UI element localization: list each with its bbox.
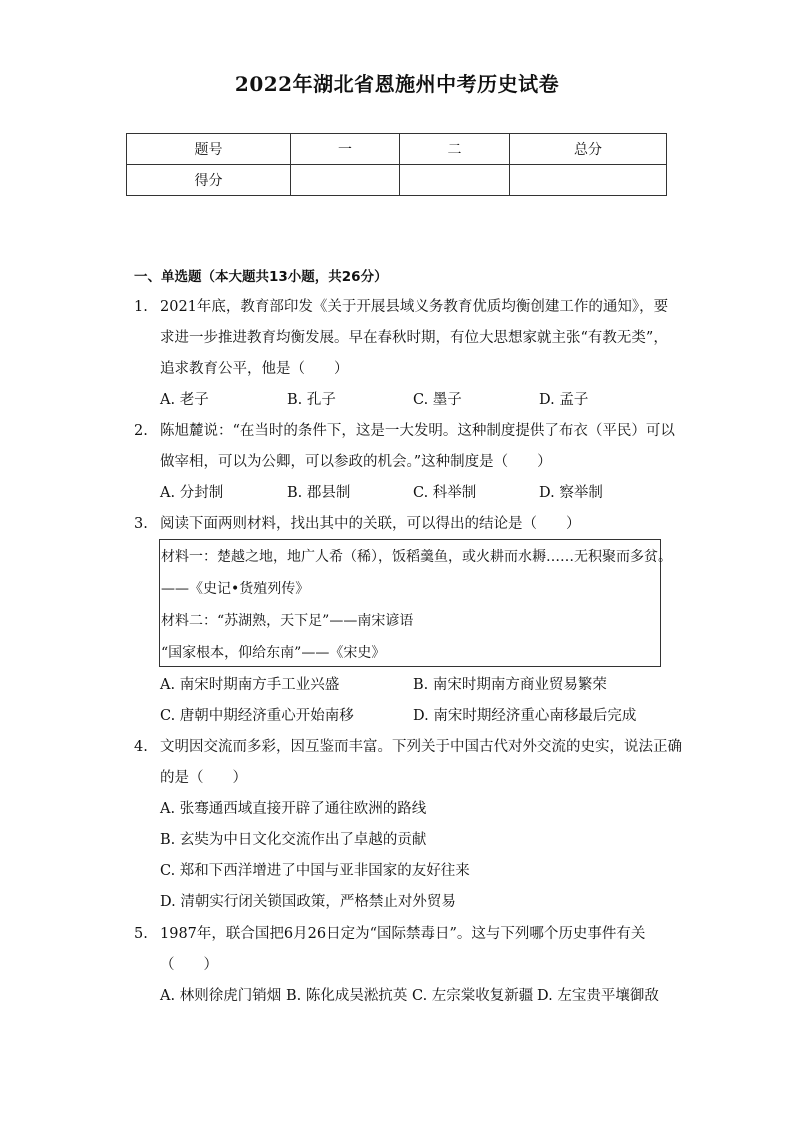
- table-row: [127, 134, 667, 165]
- question-text: 阅读下面两则材料，找出其中的关联，可以得出的结论是（ ）: [160, 516, 581, 532]
- question-number: 2.: [134, 423, 148, 439]
- option-b[interactable]: B. 陈化成吴淞抗英: [286, 988, 408, 1004]
- question-text: 1987年，联合国把6月26日定为“国际禁毒日”。这与下列哪个历史事件有关: [160, 926, 646, 942]
- option-a[interactable]: A. 分封制: [160, 485, 224, 501]
- option-d[interactable]: D. 左宝贵平壤御敌: [537, 988, 659, 1004]
- question-number: 5.: [134, 926, 148, 942]
- option-a[interactable]: A. 林则徐虎门销烟: [160, 988, 282, 1004]
- material-line: 材料二：“苏湖熟，天下足”——南宋谚语: [161, 613, 414, 629]
- page-title: 2022年湖北省恩施州中考历史试卷: [234, 72, 560, 96]
- option-b[interactable]: B. 玄奘为中日文化交流作出了卓越的贡献: [160, 832, 427, 848]
- option-d[interactable]: D. 清朝实行闭关锁国政策，严格禁止对外贸易: [160, 894, 456, 910]
- question-text: 的是（ ）: [160, 770, 247, 786]
- option-c[interactable]: C. 左宗棠收复新疆: [412, 988, 534, 1004]
- question-text: （ ）: [160, 957, 218, 973]
- option-d[interactable]: D. 南宋时期经济重心南移最后完成: [413, 708, 637, 724]
- question-number: 1.: [134, 299, 148, 315]
- score-input-cell[interactable]: [291, 165, 400, 196]
- question-number: 4.: [134, 739, 148, 755]
- option-c[interactable]: C. 郑和下西洋增进了中国与亚非国家的友好往来: [160, 863, 470, 879]
- table-row: [127, 165, 667, 196]
- question-text: 追求教育公平，他是（ ）: [160, 361, 349, 377]
- table-cell: 二: [400, 134, 510, 165]
- option-d[interactable]: D. 察举制: [539, 485, 603, 501]
- question-text: 陈旭麓说：“在当时的条件下，这是一大发明。这种制度提供了布衣（平民）可以: [160, 423, 675, 439]
- table-cell: 得分: [127, 165, 291, 196]
- question-number: 3.: [134, 516, 148, 532]
- question-text: 2021年底，教育部印发《关于开展县域义务教育优质均衡创建工作的通知》，要: [160, 299, 669, 315]
- score-input-cell[interactable]: [510, 165, 667, 196]
- score-input-cell[interactable]: [400, 165, 510, 196]
- option-c[interactable]: C. 墨子: [413, 392, 462, 408]
- material-line: 材料一：楚越之地，地广人希（稀），饭稻羹鱼，或火耕而水耨……无积聚而多贫。: [161, 549, 672, 565]
- option-b[interactable]: B. 郡县制: [287, 485, 351, 501]
- option-a[interactable]: A. 南宋时期南方手工业兴盛: [160, 677, 340, 693]
- option-c[interactable]: C. 科举制: [413, 485, 477, 501]
- material-line: ——《史记•货殖列传》: [161, 581, 310, 597]
- option-c[interactable]: C. 唐朝中期经济重心开始南移: [160, 708, 354, 724]
- option-b[interactable]: B. 南宋时期南方商业贸易繁荣: [413, 677, 607, 693]
- table-cell: 总分: [510, 134, 667, 165]
- option-a[interactable]: A. 老子: [160, 392, 209, 408]
- question-text: 文明因交流而多彩，因互鉴而丰富。下列关于中国古代对外交流的史实，说法正确: [160, 739, 682, 755]
- score-table: [126, 133, 667, 196]
- table-cell: 题号: [127, 134, 291, 165]
- table-cell: 一: [291, 134, 400, 165]
- question-text: 做宰相，可以为公卿，可以参政的机会。”这种制度是（ ）: [160, 454, 552, 470]
- option-b[interactable]: B. 孔子: [287, 392, 336, 408]
- section-heading: 一、单选题（本大题共13小题，共26分）: [134, 269, 388, 285]
- material-box: [159, 539, 672, 667]
- option-a[interactable]: A. 张骞通西域直接开辟了通往欧洲的路线: [160, 801, 427, 817]
- question-text: 求进一步推进教育均衡发展。早在春秋时期，有位大思想家就主张“有教无类”，: [160, 330, 668, 346]
- option-d[interactable]: D. 孟子: [539, 392, 589, 408]
- material-line: “国家根本，仰给东南”——《宋史》: [161, 645, 386, 661]
